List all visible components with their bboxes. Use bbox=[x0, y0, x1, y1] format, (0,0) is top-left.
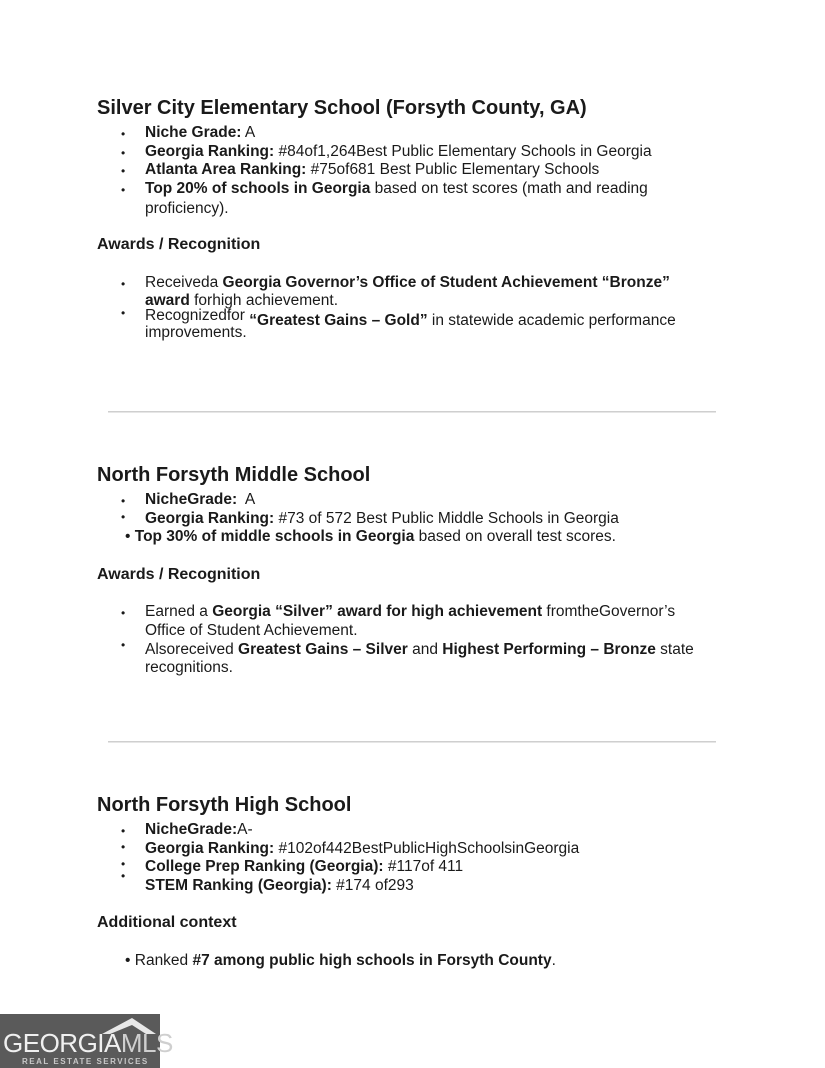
bullet-dot: • bbox=[125, 528, 131, 545]
award-item-continuation: recognitions. bbox=[145, 659, 233, 676]
bullet-dot: • bbox=[121, 164, 126, 178]
list-item: Georgia Ranking: #102of442BestPublicHighSchoolsinGeorgia bbox=[145, 840, 580, 857]
bullet-dot: • bbox=[121, 183, 126, 197]
awards-heading: Awards / Recognition bbox=[97, 236, 261, 253]
list-item: Georgia Ranking: #73 of 572 Best Public Middle Schools in Georgia bbox=[145, 510, 619, 527]
list-item: Georgia Ranking: #84of1,264Best Public Elementary Schools in Georgia bbox=[145, 143, 652, 160]
award-item: Receiveda Georgia Governor’s Office of Student Achievement “Bronze” bbox=[145, 274, 670, 291]
award-item: Recognizedfor “Greatest Gains – Gold” in statewide academic performance bbox=[145, 307, 676, 329]
list-item: Atlanta Area Ranking: #75of681 Best Public Elementary Schools bbox=[145, 161, 600, 178]
bullet-dot: • bbox=[121, 277, 126, 291]
context-item: • Ranked #7 among public high schools in Forsyth County. bbox=[125, 952, 556, 969]
bullet-dot: • bbox=[121, 127, 126, 141]
logo-text: GEORGIAMLS bbox=[3, 1028, 173, 1058]
bullet-dot: • bbox=[121, 146, 126, 160]
list-item: Top 20% of schools in Georgia based on test scores (math and reading bbox=[145, 180, 648, 197]
context-heading: Additional context bbox=[97, 914, 237, 931]
bullet-dot: • bbox=[121, 824, 126, 838]
list-item: Niche Grade: A bbox=[145, 124, 256, 141]
bullet-dot: • bbox=[121, 638, 126, 652]
awards-heading: Awards / Recognition bbox=[97, 566, 261, 583]
award-item-continuation: award forhigh achievement. bbox=[145, 292, 339, 309]
award-item-continuation: improvements. bbox=[145, 324, 247, 341]
section-divider bbox=[108, 741, 716, 743]
georgia-mls-logo bbox=[0, 1014, 173, 1068]
bullet-dot: • bbox=[121, 494, 126, 508]
list-item: College Prep Ranking (Georgia): #117of 411 bbox=[145, 858, 464, 875]
bullet-dot: • bbox=[121, 869, 126, 883]
award-item: Alsoreceived Greatest Gains – Silver and Highest Performing – Bronze state bbox=[145, 641, 694, 658]
list-item: NicheGrade: A bbox=[145, 491, 256, 508]
bullet-dot: • bbox=[121, 840, 126, 854]
logo-subtitle: REAL ESTATE SERVICES bbox=[22, 1057, 149, 1066]
section-title-middle: North Forsyth Middle School bbox=[97, 464, 371, 486]
list-item: • Top 30% of middle schools in Georgia based on overall test scores. bbox=[125, 528, 616, 545]
list-item: STEM Ranking (Georgia): #174 of293 bbox=[145, 877, 414, 894]
award-item: Earned a Georgia “Silver” award for high achievement fromtheGovernor’s bbox=[145, 603, 676, 620]
bullet-dot: • bbox=[121, 857, 126, 871]
bullet-dot: • bbox=[121, 510, 126, 524]
bullet-dot: • bbox=[121, 606, 126, 620]
award-item-continuation: Office of Student Achievement. bbox=[145, 622, 358, 639]
bullet-dot: • bbox=[121, 306, 126, 320]
bullet-dot: • bbox=[125, 952, 131, 969]
section-divider bbox=[108, 411, 716, 413]
section-title-elementary: Silver City Elementary School (Forsyth County, GA) bbox=[97, 97, 587, 119]
section-title-high: North Forsyth High School bbox=[97, 794, 352, 816]
list-item-continuation: proficiency). bbox=[145, 200, 229, 217]
list-item: NicheGrade:A- bbox=[145, 821, 253, 838]
